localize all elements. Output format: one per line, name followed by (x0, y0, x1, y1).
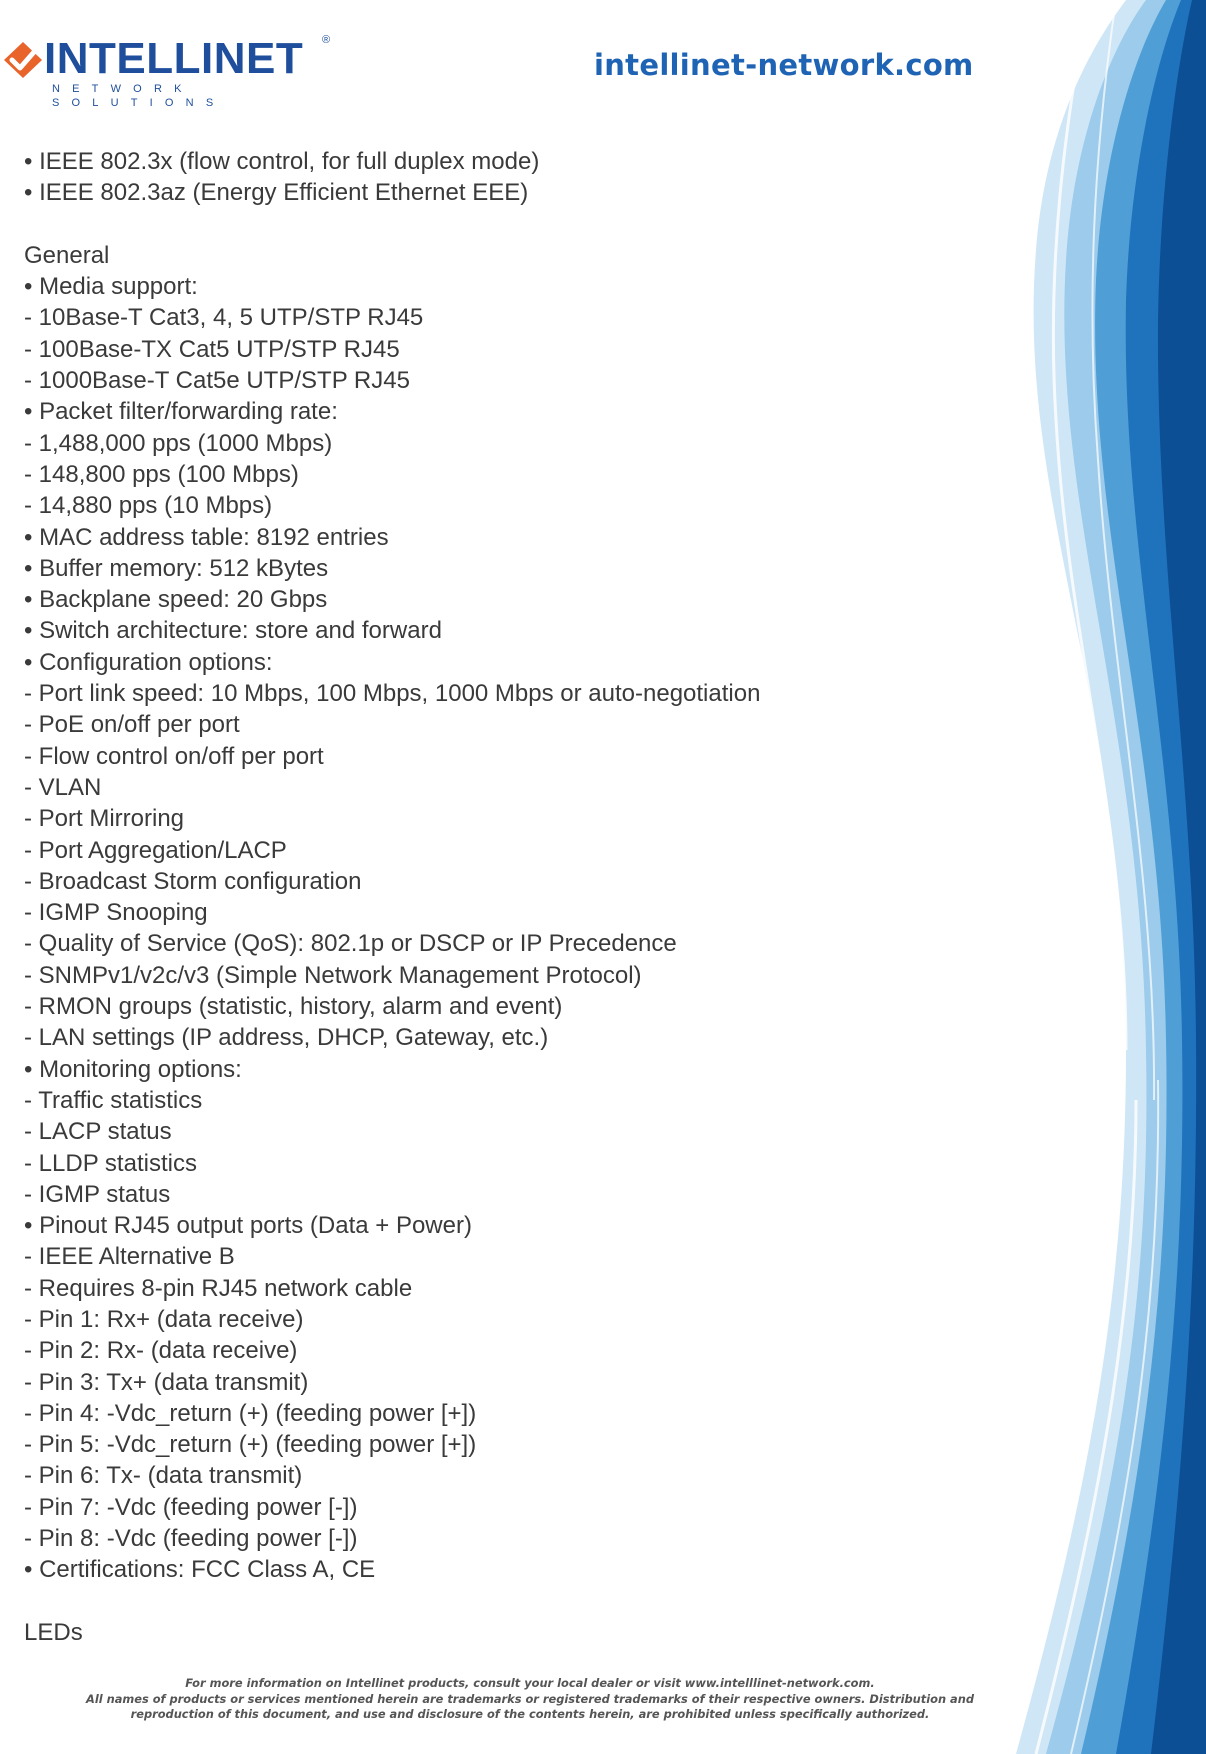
spec-line: - IGMP status (24, 1180, 171, 1208)
spec-line: - Pin 1: Rx+ (data receive) (24, 1305, 304, 1333)
spec-line: - SNMPv1/v2c/v3 (Simple Network Management Protocol) (24, 961, 642, 989)
spec-line: - 1,488,000 pps (1000 Mbps) (24, 429, 333, 457)
spec-line: - Quality of Service (QoS): 802.1p or DSCP or IP Precedence (24, 930, 677, 958)
spec-line: - Port Aggregation/LACP (24, 836, 287, 864)
logo-subtitle: NETWORK SOLUTIONS (52, 83, 226, 109)
decorative-wave-band (976, 0, 1206, 1754)
spec-line: - LLDP statistics (24, 1149, 197, 1177)
spec-line: - Pin 4: -Vdc_return (+) (feeding power [+]) (24, 1399, 477, 1427)
spec-list (24, 146, 884, 1648)
spec-line: • Packet filter/forwarding rate: (24, 398, 338, 426)
spec-line: - 14,880 pps (10 Mbps) (24, 492, 273, 520)
spec-line: - 10Base-T Cat3, 4, 5 UTP/STP RJ45 (24, 304, 424, 332)
logo-registered-mark: ® (322, 34, 331, 46)
spec-line: • Switch architecture: store and forward (24, 617, 442, 645)
spec-line: - IGMP Snooping (24, 899, 208, 927)
brand-logo (0, 34, 340, 109)
spec-line: - 100Base-TX Cat5 UTP/STP RJ45 (24, 335, 400, 363)
section-heading: LEDs (24, 1618, 83, 1646)
spec-line: - Pin 8: -Vdc (feeding power [-]) (24, 1525, 358, 1553)
spec-line: • Certifications: FCC Class A, CE (24, 1556, 376, 1584)
spec-line: - Port link speed: 10 Mbps, 100 Mbps, 1000 Mbps or auto-negotiation (24, 680, 761, 708)
spec-line: - PoE on/off per port (24, 711, 240, 739)
spec-line: - Pin 5: -Vdc_return (+) (feeding power [+]) (24, 1431, 477, 1459)
footer-line: reproduction of this document, and use and disclosure of the contents herein, are prohibited unless specifically authorized. (130, 1707, 930, 1721)
spec-line: • Monitoring options: (24, 1055, 242, 1083)
spec-line: • Pinout RJ45 output ports (Data + Power) (24, 1212, 472, 1240)
footer-disclaimer (30, 1676, 1030, 1723)
spec-line: - Port Mirroring (24, 805, 185, 833)
spec-line: - 148,800 pps (100 Mbps) (24, 460, 299, 488)
spec-line: - Pin 2: Rx- (data receive) (24, 1337, 298, 1365)
footer-line: All names of products or services mentioned herein are trademarks or registered trademarks of their respective owners. Distribution and (86, 1691, 974, 1706)
spec-line: - 1000Base-T Cat5e UTP/STP RJ45 (24, 367, 410, 395)
spec-line: - IEEE Alternative B (24, 1243, 235, 1271)
spec-line: - Pin 7: -Vdc (feeding power [-]) (24, 1493, 358, 1521)
spec-line: - Requires 8-pin RJ45 network cable (24, 1274, 413, 1302)
website-url[interactable]: intellinet-network.com (594, 48, 974, 82)
blank-line (24, 209, 884, 240)
blank-line (24, 1586, 884, 1617)
section-heading: General (24, 241, 110, 269)
spec-line: - LACP status (24, 1118, 172, 1146)
logo-wordmark: INTELLINET (44, 34, 304, 83)
spec-line: • Configuration options: (24, 648, 273, 676)
spec-line: - VLAN (24, 773, 102, 801)
spec-line: • Backplane speed: 20 Gbps (24, 586, 328, 614)
spec-line: - Traffic statistics (24, 1086, 203, 1114)
spec-line: - Flow control on/off per port (24, 742, 324, 770)
spec-line: • Media support: (24, 273, 198, 301)
spec-line: - LAN settings (IP address, DHCP, Gateway, etc.) (24, 1024, 549, 1052)
spec-line: • Buffer memory: 512 kBytes (24, 554, 329, 582)
spec-line: • MAC address table: 8192 entries (24, 523, 389, 551)
footer-line: For more information on Intellinet products, consult your local dealer or visit www.intelllinet-network.com. (185, 1676, 875, 1690)
spec-line: - RMON groups (statistic, history, alarm and event) (24, 993, 563, 1021)
logo-emblem-icon (0, 40, 46, 80)
spec-line: • IEEE 802.3az (Energy Efficient Ethernet EEE) (24, 179, 529, 207)
spec-line: - Pin 3: Tx+ (data transmit) (24, 1368, 309, 1396)
spec-line: - Broadcast Storm configuration (24, 867, 362, 895)
spec-line: - Pin 6: Tx- (data transmit) (24, 1462, 303, 1490)
spec-line: • IEEE 802.3x (flow control, for full duplex mode) (24, 148, 540, 175)
